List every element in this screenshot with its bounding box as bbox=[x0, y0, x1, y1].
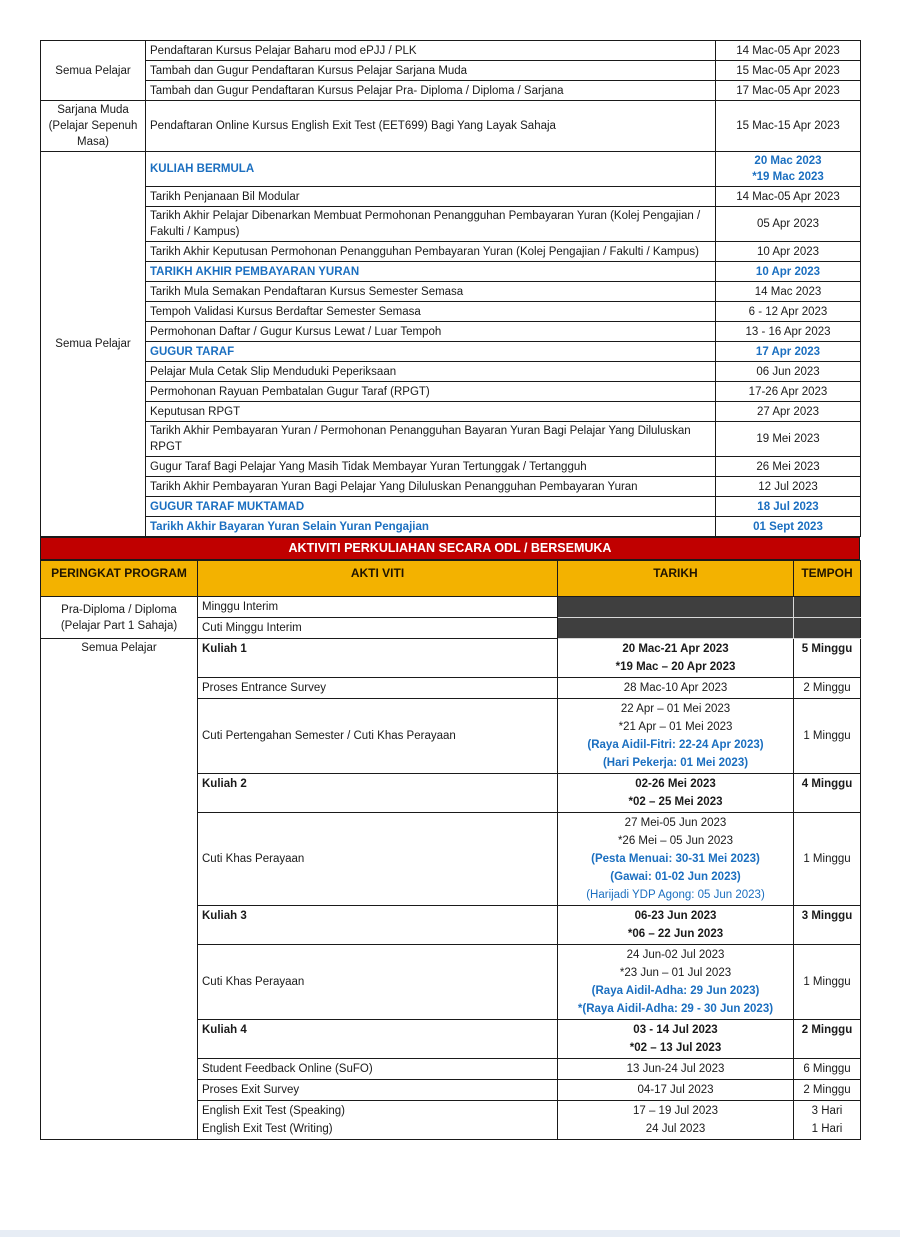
tempoh-cell bbox=[794, 1020, 861, 1059]
table-row bbox=[41, 639, 861, 678]
date-cell bbox=[558, 699, 794, 774]
date-text: 04-17 Jul 2023 bbox=[637, 1084, 714, 1096]
activity-text: Kuliah 4 bbox=[202, 1024, 247, 1036]
header-peringkat-program: PERINGKAT PROGRAM bbox=[41, 561, 198, 597]
date-text: 27 Mei-05 Jun 2023 bbox=[624, 817, 727, 829]
date-cell bbox=[716, 362, 861, 382]
activity-cell bbox=[146, 457, 716, 477]
date-cell bbox=[716, 262, 861, 282]
activity-cell bbox=[146, 282, 716, 302]
date-text: (Raya Aidil-Fitri: 22-24 Apr 2023) bbox=[587, 739, 764, 751]
table-row bbox=[41, 402, 861, 422]
activity-cell bbox=[146, 362, 716, 382]
activity-cell bbox=[198, 597, 558, 618]
activity-text: Tarikh Penjanaan Bil Modular bbox=[150, 190, 300, 203]
date-text: *19 Mac – 20 Apr 2023 bbox=[615, 661, 736, 673]
date-text: 12 Jul 2023 bbox=[758, 480, 818, 493]
date-cell bbox=[558, 1059, 794, 1080]
activity-cell bbox=[146, 402, 716, 422]
tempoh-cell bbox=[794, 1059, 861, 1080]
table-row bbox=[41, 322, 861, 342]
activity-text: Tarikh Akhir Bayaran Yuran Selain Yuran Pengajian bbox=[150, 520, 429, 533]
date-text: 06 Jun 2023 bbox=[756, 365, 820, 378]
activity-text: Proses Exit Survey bbox=[202, 1084, 300, 1096]
academic-calendar-page bbox=[40, 40, 860, 1140]
activity-text: Tambah dan Gugur Pendaftaran Kursus Pelajar Pra- Diploma / Diploma / Sarjana bbox=[150, 84, 564, 97]
activity-cell bbox=[146, 61, 716, 81]
tempoh-cell bbox=[794, 597, 861, 618]
tempoh-text: 5 Minggu bbox=[801, 643, 853, 655]
tempoh-cell bbox=[794, 639, 861, 678]
program-group-label bbox=[41, 152, 146, 537]
date-cell bbox=[558, 945, 794, 1020]
date-text: (Pesta Menuai: 30-31 Mei 2023) bbox=[591, 853, 760, 865]
table-row bbox=[41, 61, 861, 81]
tempoh-cell bbox=[794, 945, 861, 1020]
date-cell bbox=[716, 282, 861, 302]
tempoh-text: 1 Minggu bbox=[803, 730, 851, 742]
activity-text: Student Feedback Online (SuFO) bbox=[202, 1063, 373, 1075]
table-row bbox=[41, 282, 861, 302]
tempoh-text: 1 Minggu bbox=[803, 853, 851, 865]
tempoh-text: 2 Minggu bbox=[803, 1084, 851, 1096]
activity-text: Cuti Khas Perayaan bbox=[202, 976, 305, 988]
table-row bbox=[41, 262, 861, 282]
section-banner: AKTIVITI PERKULIAHAN SECARA ODL / BERSEMUKA bbox=[40, 537, 860, 560]
table-header-row bbox=[41, 561, 861, 597]
activity-text: Keputusan RPGT bbox=[150, 405, 241, 418]
date-text: 26 Mei 2023 bbox=[756, 460, 820, 473]
table-row bbox=[41, 517, 861, 537]
date-cell bbox=[716, 242, 861, 262]
activity-cell bbox=[146, 101, 716, 152]
date-cell bbox=[716, 402, 861, 422]
date-text: 20 Mac 2023 bbox=[754, 155, 822, 167]
table-row bbox=[41, 457, 861, 477]
activity-cell bbox=[146, 497, 716, 517]
activity-cell bbox=[198, 699, 558, 774]
header-aktiviti: AKTI VITI bbox=[198, 561, 558, 597]
date-text: 15 Mac-05 Apr 2023 bbox=[736, 64, 840, 77]
date-cell bbox=[716, 477, 861, 497]
tempoh-text: 2 Minggu bbox=[801, 1024, 853, 1036]
tempoh-cell bbox=[794, 813, 861, 906]
activity-text: English Exit Test (Speaking) bbox=[202, 1105, 345, 1117]
date-text: (Raya Aidil-Adha: 29 Jun 2023) bbox=[591, 985, 760, 997]
table-row bbox=[41, 362, 861, 382]
activity-cell bbox=[198, 678, 558, 699]
date-text: 13 - 16 Apr 2023 bbox=[745, 325, 831, 338]
tempoh-text: 2 Minggu bbox=[803, 682, 851, 694]
activity-cell bbox=[146, 422, 716, 457]
activity-cell bbox=[146, 322, 716, 342]
tempoh-cell bbox=[794, 906, 861, 945]
activity-text: Tarikh Akhir Pembayaran Yuran / Permohonan Penangguhan Bayaran Yuran Bagi Pelajar Yang Diluluskan RPGT bbox=[150, 425, 691, 453]
activity-text: Proses Entrance Survey bbox=[202, 682, 327, 694]
activity-cell bbox=[198, 1101, 558, 1140]
tempoh-text: 3 Hari bbox=[811, 1105, 843, 1117]
date-text: *06 – 22 Jun 2023 bbox=[627, 928, 724, 940]
table-row bbox=[41, 342, 861, 362]
activity-cell bbox=[146, 382, 716, 402]
activity-text: Permohonan Daftar / Gugur Kursus Lewat / Luar Tempoh bbox=[150, 325, 442, 338]
program-group-label bbox=[41, 597, 198, 639]
date-text: 6 - 12 Apr 2023 bbox=[748, 305, 828, 318]
program-group-text: Sarjana Muda (Pelajar Sepenuh Masa) bbox=[48, 104, 138, 148]
activity-cell bbox=[146, 262, 716, 282]
table-row bbox=[41, 81, 861, 101]
date-cell bbox=[558, 678, 794, 699]
activity-cell bbox=[146, 477, 716, 497]
date-text: 17-26 Apr 2023 bbox=[748, 385, 828, 398]
tempoh-text: 1 Hari bbox=[811, 1123, 843, 1135]
date-cell bbox=[716, 322, 861, 342]
program-group-text: Semua Pelajar bbox=[55, 64, 131, 77]
date-text: 17 Apr 2023 bbox=[755, 345, 821, 358]
date-cell bbox=[558, 639, 794, 678]
activity-cell bbox=[146, 342, 716, 362]
date-cell bbox=[716, 207, 861, 242]
date-text: 14 Mac-05 Apr 2023 bbox=[736, 44, 840, 57]
activity-cell bbox=[198, 813, 558, 906]
table-row bbox=[41, 422, 861, 457]
table-row bbox=[41, 242, 861, 262]
date-cell bbox=[716, 41, 861, 61]
bottom-strip bbox=[0, 1230, 900, 1237]
activity-cell bbox=[198, 906, 558, 945]
date-text: 02-26 Mei 2023 bbox=[635, 778, 716, 790]
date-text: 27 Apr 2023 bbox=[756, 405, 820, 418]
program-group-text: Pra-Diploma / Diploma (Pelajar Part 1 Sahaja) bbox=[60, 603, 178, 632]
date-cell bbox=[716, 61, 861, 81]
header-tempoh: TEMPOH bbox=[794, 561, 861, 597]
date-text: 14 Mac-05 Apr 2023 bbox=[736, 190, 840, 203]
activity-text: KULIAH BERMULA bbox=[150, 163, 255, 175]
tempoh-cell bbox=[794, 618, 861, 639]
table-row bbox=[41, 477, 861, 497]
activity-cell bbox=[198, 1020, 558, 1059]
date-cell bbox=[716, 187, 861, 207]
date-text: *26 Mei – 05 Jun 2023 bbox=[617, 835, 734, 847]
activity-cell bbox=[146, 41, 716, 61]
program-group-text: Semua Pelajar bbox=[81, 642, 157, 654]
odl-activities-table bbox=[40, 560, 861, 1140]
activity-cell bbox=[146, 242, 716, 262]
tempoh-cell bbox=[794, 774, 861, 813]
activity-text: Kuliah 1 bbox=[202, 643, 247, 655]
activity-text: English Exit Test (Writing) bbox=[202, 1123, 333, 1135]
activity-text: Kuliah 2 bbox=[202, 778, 247, 790]
program-group-label bbox=[41, 101, 146, 152]
date-text: *02 – 13 Jul 2023 bbox=[629, 1042, 722, 1054]
activity-cell bbox=[198, 1080, 558, 1101]
tempoh-text: 1 Minggu bbox=[803, 976, 851, 988]
activity-cell bbox=[198, 639, 558, 678]
date-text: *(Raya Aidil-Adha: 29 - 30 Jun 2023) bbox=[577, 1003, 774, 1015]
date-cell bbox=[558, 906, 794, 945]
date-cell bbox=[716, 101, 861, 152]
date-text: *21 Apr – 01 Mei 2023 bbox=[618, 721, 733, 733]
table-row bbox=[41, 152, 861, 187]
date-text: *19 Mac 2023 bbox=[752, 171, 824, 183]
activity-text: Tarikh Akhir Keputusan Permohonan Penangguhan Pembayaran Yuran (Kolej Pengajian / Fakulti / Kampus) bbox=[150, 245, 699, 258]
activity-text: Cuti Khas Perayaan bbox=[202, 853, 305, 865]
date-text: 10 Apr 2023 bbox=[755, 265, 821, 278]
date-text: 13 Jun-24 Jul 2023 bbox=[626, 1063, 725, 1075]
activity-cell bbox=[198, 618, 558, 639]
activity-cell bbox=[146, 81, 716, 101]
activity-cell bbox=[146, 207, 716, 242]
date-cell bbox=[716, 517, 861, 537]
date-cell bbox=[558, 774, 794, 813]
activity-text: Pelajar Mula Cetak Slip Menduduki Peperiksaan bbox=[150, 365, 397, 378]
activity-cell bbox=[146, 517, 716, 537]
activity-text: GUGUR TARAF bbox=[150, 345, 235, 358]
table-row bbox=[41, 187, 861, 207]
date-text: 15 Mac-15 Apr 2023 bbox=[736, 120, 840, 132]
table-row bbox=[41, 382, 861, 402]
activity-cell bbox=[198, 1059, 558, 1080]
table-row bbox=[41, 302, 861, 322]
date-text: *02 – 25 Mei 2023 bbox=[628, 796, 723, 808]
table-row bbox=[41, 101, 861, 152]
date-cell bbox=[716, 302, 861, 322]
tempoh-text: 4 Minggu bbox=[801, 778, 853, 790]
activity-text: Kuliah 3 bbox=[202, 910, 247, 922]
date-text: 24 Jun-02 Jul 2023 bbox=[626, 949, 725, 961]
activity-text: Pendaftaran Kursus Pelajar Baharu mod ePJJ / PLK bbox=[150, 44, 417, 57]
activity-text: Tarikh Akhir Pelajar Dibenarkan Membuat Permohonan Penangguhan Pembayaran Yuran (Kolej Pengajian / Fakulti / Kampus) bbox=[150, 210, 701, 238]
date-cell bbox=[716, 382, 861, 402]
program-group-label bbox=[41, 639, 198, 1140]
date-text: 01 Sept 2023 bbox=[753, 520, 823, 533]
date-text: 03 - 14 Jul 2023 bbox=[633, 1024, 718, 1036]
activity-cell bbox=[146, 302, 716, 322]
date-text: 17 – 19 Jul 2023 bbox=[632, 1105, 719, 1117]
date-cell bbox=[558, 813, 794, 906]
date-cell bbox=[558, 1080, 794, 1101]
activity-text: Permohonan Rayuan Pembatalan Gugur Taraf (RPGT) bbox=[150, 385, 430, 398]
table-row bbox=[41, 497, 861, 517]
date-cell bbox=[716, 81, 861, 101]
date-cell bbox=[716, 152, 861, 187]
date-text: 14 Mac 2023 bbox=[754, 285, 822, 298]
activity-text: Tempoh Validasi Kursus Berdaftar Semester Semasa bbox=[150, 305, 421, 318]
table-row bbox=[41, 41, 861, 61]
date-text: 20 Mac-21 Apr 2023 bbox=[622, 643, 729, 655]
date-cell bbox=[558, 1020, 794, 1059]
activity-text: GUGUR TARAF MUKTAMAD bbox=[150, 500, 305, 513]
date-text: (Hari Pekerja: 01 Mei 2023) bbox=[602, 757, 749, 769]
activity-cell bbox=[198, 774, 558, 813]
tempoh-text: 6 Minggu bbox=[803, 1063, 851, 1075]
program-group-text: Semua Pelajar bbox=[55, 338, 131, 350]
tempoh-cell bbox=[794, 1080, 861, 1101]
date-cell bbox=[716, 457, 861, 477]
date-text: (Gawai: 01-02 Jun 2023) bbox=[610, 871, 741, 883]
activity-text: Pendaftaran Online Kursus English Exit Test (EET699) Bagi Yang Layak Sahaja bbox=[150, 120, 556, 132]
activity-cell bbox=[198, 945, 558, 1020]
activity-text: Tarikh Akhir Pembayaran Yuran Bagi Pelajar Yang Diluluskan Penangguhan Pembayaran Yuran bbox=[150, 480, 638, 493]
date-text: 19 Mei 2023 bbox=[756, 433, 820, 445]
registration-schedule-table bbox=[40, 40, 861, 537]
activity-text: Cuti Minggu Interim bbox=[202, 622, 302, 634]
date-cell bbox=[558, 1101, 794, 1140]
activity-text: Minggu Interim bbox=[202, 601, 279, 613]
date-text: (Harijadi YDP Agong: 05 Jun 2023) bbox=[586, 889, 765, 901]
date-text: 06-23 Jun 2023 bbox=[634, 910, 717, 922]
tempoh-text: 3 Minggu bbox=[801, 910, 853, 922]
tempoh-cell bbox=[794, 1101, 861, 1140]
tempoh-cell bbox=[794, 678, 861, 699]
activity-text: TARIKH AKHIR PEMBAYARAN YURAN bbox=[150, 265, 360, 278]
date-cell bbox=[716, 497, 861, 517]
date-text: 18 Jul 2023 bbox=[757, 500, 819, 513]
date-text: *23 Jun – 01 Jul 2023 bbox=[619, 967, 732, 979]
date-text: 17 Mac-05 Apr 2023 bbox=[736, 84, 840, 97]
activity-cell bbox=[146, 152, 716, 187]
activity-text: Cuti Pertengahan Semester / Cuti Khas Perayaan bbox=[202, 730, 456, 742]
date-text: 05 Apr 2023 bbox=[756, 218, 820, 230]
activity-text: Tarikh Mula Semakan Pendaftaran Kursus Semester Semasa bbox=[150, 285, 464, 298]
date-text: 24 Jul 2023 bbox=[645, 1123, 706, 1135]
date-cell bbox=[558, 597, 794, 618]
date-cell bbox=[558, 618, 794, 639]
table-row bbox=[41, 597, 861, 618]
program-group-label bbox=[41, 41, 146, 101]
date-text: 10 Apr 2023 bbox=[756, 245, 820, 258]
header-tarikh: TARIKH bbox=[558, 561, 794, 597]
date-text: 22 Apr – 01 Mei 2023 bbox=[620, 703, 731, 715]
date-cell bbox=[716, 342, 861, 362]
date-cell bbox=[716, 422, 861, 457]
activity-cell bbox=[146, 187, 716, 207]
tempoh-cell bbox=[794, 699, 861, 774]
activity-text: Tambah dan Gugur Pendaftaran Kursus Pelajar Sarjana Muda bbox=[150, 64, 468, 77]
table-row bbox=[41, 207, 861, 242]
activity-text: Gugur Taraf Bagi Pelajar Yang Masih Tidak Membayar Yuran Tertunggak / Tertangguh bbox=[150, 460, 587, 473]
date-text: 28 Mac-10 Apr 2023 bbox=[623, 682, 728, 694]
